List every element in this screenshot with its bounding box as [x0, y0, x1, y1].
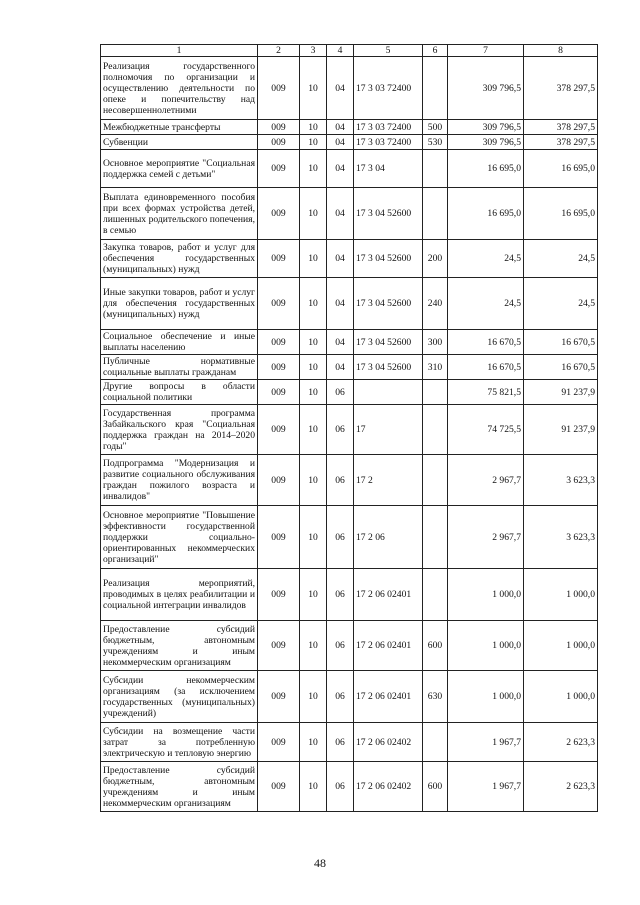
amount-year1-cell: 24,5 [448, 240, 524, 278]
header-cell: 1 [101, 45, 258, 57]
section-cell: 10 [300, 762, 327, 812]
page-number: 48 [314, 856, 326, 870]
row-name-cell: Социальное обеспечение и иные выплаты населению [101, 330, 258, 355]
section-cell: 10 [300, 188, 327, 240]
amount-year2-cell: 3 623,3 [524, 455, 598, 506]
header-cell: 2 [258, 45, 300, 57]
table-row [101, 330, 598, 355]
section-cell: 10 [300, 455, 327, 506]
expense-type-cell: 240 [423, 278, 448, 330]
amount-year1-cell: 16 695,0 [448, 188, 524, 240]
ministry-code-cell: 009 [258, 621, 300, 671]
row-name-cell: Субсидии на возмещение части затрат за потребленную электрическую и тепловую энергию [101, 723, 258, 762]
ministry-code-cell: 009 [258, 278, 300, 330]
subsection-cell: 06 [327, 723, 354, 762]
amount-year1-cell: 309 796,5 [448, 57, 524, 120]
target-article-cell: 17 2 06 02401 [354, 569, 423, 621]
ministry-code-cell: 009 [258, 240, 300, 278]
row-name-cell: Выплата единовременного пособия при всех формах устройства детей, лишенных родительского попечения, в семью [101, 188, 258, 240]
target-article-cell: 17 2 06 [354, 506, 423, 569]
row-name-cell: Межбюджетные трансферты [101, 120, 258, 135]
section-cell: 10 [300, 506, 327, 569]
table-row [101, 57, 598, 120]
table-row [101, 762, 598, 812]
expense-type-cell: 500 [423, 120, 448, 135]
section-cell: 10 [300, 120, 327, 135]
amount-year1-cell: 2 967,7 [448, 506, 524, 569]
expense-type-cell: 300 [423, 330, 448, 355]
subsection-cell: 06 [327, 671, 354, 723]
subsection-cell: 04 [327, 188, 354, 240]
row-name-cell: Реализация мероприятий, проводимых в целях реабилитации и социальной интеграции инвалидов [101, 569, 258, 621]
amount-year1-cell: 1 967,7 [448, 723, 524, 762]
expense-type-cell [423, 150, 448, 188]
ministry-code-cell: 009 [258, 57, 300, 120]
subsection-cell: 06 [327, 380, 354, 405]
ministry-code-cell: 009 [258, 135, 300, 150]
table-row [101, 240, 598, 278]
header-cell: 3 [300, 45, 327, 57]
expense-type-cell: 310 [423, 355, 448, 380]
section-cell: 10 [300, 278, 327, 330]
amount-year2-cell: 2 623,3 [524, 762, 598, 812]
expense-type-cell [423, 57, 448, 120]
header-cell: 4 [327, 45, 354, 57]
row-name-cell: Публичные нормативные социальные выплаты гражданам [101, 355, 258, 380]
table-row [101, 355, 598, 380]
target-article-cell: 17 [354, 405, 423, 455]
amount-year2-cell: 91 237,9 [524, 380, 598, 405]
expense-type-cell [423, 405, 448, 455]
row-name-cell: Основное мероприятие "Социальная поддержка семей с детьми" [101, 150, 258, 188]
expense-type-cell [423, 506, 448, 569]
amount-year2-cell: 16 695,0 [524, 188, 598, 240]
header-cell: 8 [524, 45, 598, 57]
table-row [101, 671, 598, 723]
amount-year2-cell: 2 623,3 [524, 723, 598, 762]
ministry-code-cell: 009 [258, 723, 300, 762]
ministry-code-cell: 009 [258, 380, 300, 405]
section-cell: 10 [300, 621, 327, 671]
section-cell: 10 [300, 569, 327, 621]
subsection-cell: 06 [327, 455, 354, 506]
target-article-cell: 17 2 06 02401 [354, 621, 423, 671]
table-row [101, 621, 598, 671]
subsection-cell: 04 [327, 355, 354, 380]
amount-year1-cell: 309 796,5 [448, 135, 524, 150]
section-cell: 10 [300, 135, 327, 150]
section-cell: 10 [300, 355, 327, 380]
ministry-code-cell: 009 [258, 120, 300, 135]
subsection-cell: 06 [327, 762, 354, 812]
subsection-cell: 06 [327, 506, 354, 569]
amount-year2-cell: 91 237,9 [524, 405, 598, 455]
section-cell: 10 [300, 150, 327, 188]
subsection-cell: 04 [327, 135, 354, 150]
table-header-row [101, 45, 598, 57]
section-cell: 10 [300, 57, 327, 120]
subsection-cell: 06 [327, 569, 354, 621]
row-name-cell: Реализация государственного полномочия по организации и осуществлению деятельности по опеке и попечительству над несовершеннолетними [101, 57, 258, 120]
expense-type-cell [423, 380, 448, 405]
amount-year1-cell: 16 695,0 [448, 150, 524, 188]
target-article-cell: 17 3 03 72400 [354, 120, 423, 135]
table-row [101, 506, 598, 569]
amount-year2-cell: 1 000,0 [524, 621, 598, 671]
amount-year1-cell: 1 000,0 [448, 621, 524, 671]
table-row [101, 188, 598, 240]
section-cell: 10 [300, 380, 327, 405]
expense-type-cell: 600 [423, 762, 448, 812]
section-cell: 10 [300, 240, 327, 278]
amount-year2-cell: 1 000,0 [524, 671, 598, 723]
header-cell: 5 [354, 45, 423, 57]
subsection-cell: 04 [327, 240, 354, 278]
target-article-cell: 17 3 04 52600 [354, 240, 423, 278]
target-article-cell: 17 3 04 52600 [354, 188, 423, 240]
expense-type-cell [423, 188, 448, 240]
row-name-cell: Предоставление субсидий бюджетным, автономным учреждениям и иным некоммерческим организациям [101, 621, 258, 671]
ministry-code-cell: 009 [258, 455, 300, 506]
table-row [101, 380, 598, 405]
expense-type-cell [423, 569, 448, 621]
target-article-cell: 17 3 04 52600 [354, 330, 423, 355]
target-article-cell: 17 3 04 52600 [354, 355, 423, 380]
target-article-cell [354, 380, 423, 405]
expense-type-cell [423, 455, 448, 506]
section-cell: 10 [300, 330, 327, 355]
target-article-cell: 17 2 [354, 455, 423, 506]
ministry-code-cell: 009 [258, 506, 300, 569]
amount-year2-cell: 16 670,5 [524, 330, 598, 355]
row-name-cell: Государственная программа Забайкальского края "Социальная поддержка граждан на 2014–2020 годы" [101, 405, 258, 455]
amount-year1-cell: 1 000,0 [448, 671, 524, 723]
ministry-code-cell: 009 [258, 150, 300, 188]
table-row [101, 569, 598, 621]
target-article-cell: 17 3 04 52600 [354, 278, 423, 330]
amount-year1-cell: 74 725,5 [448, 405, 524, 455]
row-name-cell: Предоставление субсидий бюджетным, автономным учреждениям и иным некоммерческим организациям [101, 762, 258, 812]
amount-year1-cell: 1 000,0 [448, 569, 524, 621]
table-row [101, 455, 598, 506]
target-article-cell: 17 3 03 72400 [354, 57, 423, 120]
expense-type-cell: 630 [423, 671, 448, 723]
amount-year1-cell: 309 796,5 [448, 120, 524, 135]
table-row [101, 723, 598, 762]
subsection-cell: 04 [327, 120, 354, 135]
amount-year2-cell: 24,5 [524, 278, 598, 330]
table-row [101, 135, 598, 150]
ministry-code-cell: 009 [258, 762, 300, 812]
section-cell: 10 [300, 405, 327, 455]
header-cell: 6 [423, 45, 448, 57]
row-name-cell: Подпрограмма "Модернизация и развитие социального обслуживания граждан пожилого возраста и инвалидов" [101, 455, 258, 506]
amount-year2-cell: 24,5 [524, 240, 598, 278]
subsection-cell: 04 [327, 150, 354, 188]
target-article-cell: 17 2 06 02401 [354, 671, 423, 723]
amount-year1-cell: 1 967,7 [448, 762, 524, 812]
target-article-cell: 17 2 06 02402 [354, 762, 423, 812]
expense-type-cell: 200 [423, 240, 448, 278]
ministry-code-cell: 009 [258, 569, 300, 621]
target-article-cell: 17 3 04 [354, 150, 423, 188]
amount-year2-cell: 378 297,5 [524, 120, 598, 135]
ministry-code-cell: 009 [258, 355, 300, 380]
amount-year2-cell: 3 623,3 [524, 506, 598, 569]
subsection-cell: 04 [327, 57, 354, 120]
expense-type-cell [423, 723, 448, 762]
amount-year1-cell: 16 670,5 [448, 330, 524, 355]
amount-year1-cell: 16 670,5 [448, 355, 524, 380]
amount-year1-cell: 75 821,5 [448, 380, 524, 405]
table-row [101, 278, 598, 330]
amount-year2-cell: 1 000,0 [524, 569, 598, 621]
ministry-code-cell: 009 [258, 188, 300, 240]
expense-type-cell: 530 [423, 135, 448, 150]
amount-year2-cell: 16 695,0 [524, 150, 598, 188]
table-row [101, 405, 598, 455]
row-name-cell: Основное мероприятие "Повышение эффективности государственной поддержки социально-ориентированных некоммерческих организаций" [101, 506, 258, 569]
subsection-cell: 06 [327, 405, 354, 455]
target-article-cell: 17 3 03 72400 [354, 135, 423, 150]
row-name-cell: Иные закупки товаров, работ и услуг для обеспечения государственных (муниципальных) нужд [101, 278, 258, 330]
row-name-cell: Другие вопросы в области социальной политики [101, 380, 258, 405]
target-article-cell: 17 2 06 02402 [354, 723, 423, 762]
table-row [101, 120, 598, 135]
row-name-cell: Закупка товаров, работ и услуг для обеспечения государственных (муниципальных) нужд [101, 240, 258, 278]
ministry-code-cell: 009 [258, 330, 300, 355]
row-name-cell: Субсидии некоммерческим организациям (за исключением государственных (муниципальных) учреждений) [101, 671, 258, 723]
amount-year1-cell: 2 967,7 [448, 455, 524, 506]
section-cell: 10 [300, 671, 327, 723]
subsection-cell: 04 [327, 278, 354, 330]
amount-year2-cell: 378 297,5 [524, 57, 598, 120]
table-row [101, 150, 598, 188]
subsection-cell: 06 [327, 621, 354, 671]
amount-year2-cell: 378 297,5 [524, 135, 598, 150]
budget-table [100, 44, 598, 812]
expense-type-cell: 600 [423, 621, 448, 671]
amount-year2-cell: 16 670,5 [524, 355, 598, 380]
subsection-cell: 04 [327, 330, 354, 355]
ministry-code-cell: 009 [258, 405, 300, 455]
row-name-cell: Субвенции [101, 135, 258, 150]
header-cell: 7 [448, 45, 524, 57]
amount-year1-cell: 24,5 [448, 278, 524, 330]
section-cell: 10 [300, 723, 327, 762]
ministry-code-cell: 009 [258, 671, 300, 723]
